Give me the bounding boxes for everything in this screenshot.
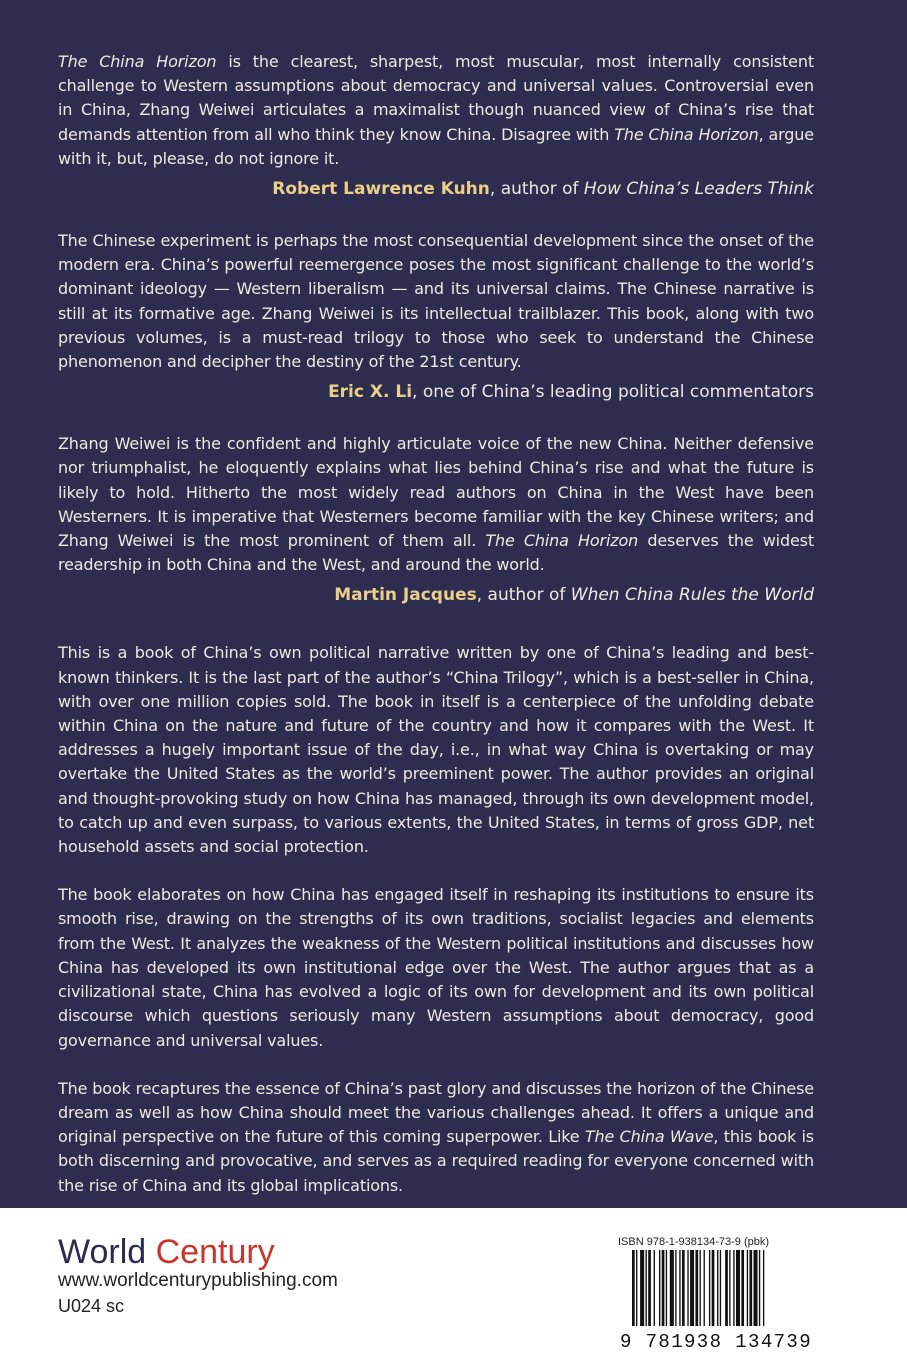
endorser-role: , one of China’s leading political commentators [412, 382, 814, 403]
barcode-bar [666, 1250, 667, 1326]
barcode-bar [741, 1250, 744, 1326]
barcode-bar [632, 1250, 635, 1326]
barcode-bar [670, 1250, 674, 1326]
barcode-bar [725, 1250, 728, 1326]
publisher-url[interactable]: www.worldcenturypublishing.com [58, 1270, 338, 1291]
barcode-bar [749, 1250, 752, 1326]
barcode-bar [709, 1250, 710, 1326]
description-paragraph: This is a book of China’s own political narrative written by one of China’s leading and best-known thinkers. It is the last part of the author’s “China Trilogy”, which is a best-seller in China, with over one million copies sold. The book in itself is a centerpiece of the unfolding debate within China on the nature and future of the country and how it compares with the West. It addresses a hugely important issue of the day, i.e., in what way China is overtaking or may overtake the United States as the world’s preeminent power. The author provides an original and thought-provoking study on how China has managed, through its own development model, to catch up and even surpass, to various extents, the United States, in terms of gross GDP, net household assets and social protection. [58, 643, 814, 857]
barcode-bar [763, 1250, 764, 1326]
endorsement-attribution [58, 583, 814, 607]
barcode-bar [687, 1250, 688, 1326]
barcode-bar [754, 1250, 758, 1326]
barcode-bar [682, 1250, 685, 1326]
barcode-bar [717, 1250, 718, 1326]
endorser-role: , author of [489, 179, 584, 200]
barcode-bar [720, 1250, 721, 1326]
barcode-digits: 9 781938 134739 [620, 1331, 812, 1350]
endorsement-2 [58, 229, 814, 404]
barcode-bar [736, 1250, 740, 1326]
barcode-bar [636, 1250, 637, 1326]
barcode-bar [646, 1250, 647, 1326]
barcode-bars [632, 1250, 764, 1326]
cover-text [58, 50, 814, 1222]
barcode-bar [690, 1250, 694, 1326]
endorser-name: Robert Lawrence Kuhn [272, 179, 490, 200]
endorser-name: Martin Jacques [334, 585, 477, 606]
endorser-role: , author of [476, 585, 571, 606]
barcode-bar [747, 1250, 748, 1326]
endorsement-attribution [58, 177, 814, 201]
endorser-book: How China’s Leaders Think [583, 179, 814, 200]
description-paragraph: The book recaptures the essence of China’s past glory and discusses the horizon of the Chinese dream as well as how China should meet the various challenges ahead. It offers a unique and original perspective on the future of this coming superpower. Like The China Wave, this book is both discerning and provocative, and serves as a required reading for everyone concerned with the rise of China and its global implications. [58, 1078, 814, 1195]
endorser-book: When China Rules the World [570, 585, 814, 606]
barcode-bar [659, 1250, 660, 1326]
publisher-logo [58, 1233, 275, 1272]
barcode-bar [640, 1250, 644, 1326]
barcode-bar [648, 1250, 651, 1326]
endorsement-1 [58, 50, 814, 201]
endorsement-text: The China Horizon is the clearest, sharpest, most muscular, most internally consistent challenge to Western assumptions about democracy and universal values. Controversial even in China, Zhang Weiwei articulates a maximalist though nuanced view of China’s rise that demands attention from all who think they know China. Disagree with The China Horizon, argue with it, but, please, do not ignore it. [58, 52, 814, 168]
logo-word-century: Century [155, 1233, 275, 1271]
barcode-bar [704, 1250, 705, 1326]
barcode-bar [662, 1250, 665, 1326]
barcode-bar [654, 1250, 655, 1326]
endorsement-attribution [58, 380, 814, 404]
product-code: U024 sc [58, 1296, 125, 1316]
barcode-bar [712, 1250, 715, 1326]
barcode-bar [700, 1250, 701, 1326]
barcode-bar [679, 1250, 680, 1326]
endorsement-text: The Chinese experiment is perhaps the most consequential development since the onset of the modern era. China’s powerful reemergence poses the most significant challenge to the world’s dominant ideology — Western liberalism — and its universal claims. The Chinese narrative is still at its formative age. Zhang Weiwei is its intellectual trailblazer. This book, along with two previous volumes, is a must-read trilogy to those who seek to understand the Chinese phenomenon and decipher the destiny of the 21st century. [58, 231, 814, 372]
description-paragraph: The book elaborates on how China has engaged itself in reshaping its institutions to ensure its smooth rise, drawing on the strengths of its own traditions, socialist legacies and elements from the West. It analyzes the weakness of the Western political institutions and discusses how China has developed its own institutional edge over the West. The author argues that as a civilizational state, China has evolved a logic of its own for development and its own political discourse which questions seriously many Western assumptions about democracy, good governance and universal values. [58, 885, 814, 1050]
barcode-bar [733, 1250, 734, 1326]
barcode-bar [695, 1250, 698, 1326]
endorser-name: Eric X. Li [328, 382, 413, 403]
isbn-label: ISBN 978-1-938134-73-9 (pbk) [618, 1236, 770, 1248]
publisher-footer [0, 1208, 907, 1360]
endorsement-text: Zhang Weiwei is the confident and highly articulate voice of the new China. Neither defensive nor triumphalist, he eloquently explains what lies behind China’s rise and what the future is likely to hold. Hitherto the most widely read authors on China in the West have been Westerners. It is imperative that Westerners become familiar with the key Chinese writers; and Zhang Weiwei is the most prominent of them all. The China Horizon deserves the widest readership in both China and the West, and around the world. [58, 434, 814, 575]
barcode-bar [729, 1250, 730, 1326]
barcode [618, 1250, 812, 1350]
barcode-bar [675, 1250, 676, 1326]
endorsement-3 [58, 432, 814, 607]
logo-word-world: World [58, 1233, 147, 1271]
barcode-bar [759, 1250, 760, 1326]
